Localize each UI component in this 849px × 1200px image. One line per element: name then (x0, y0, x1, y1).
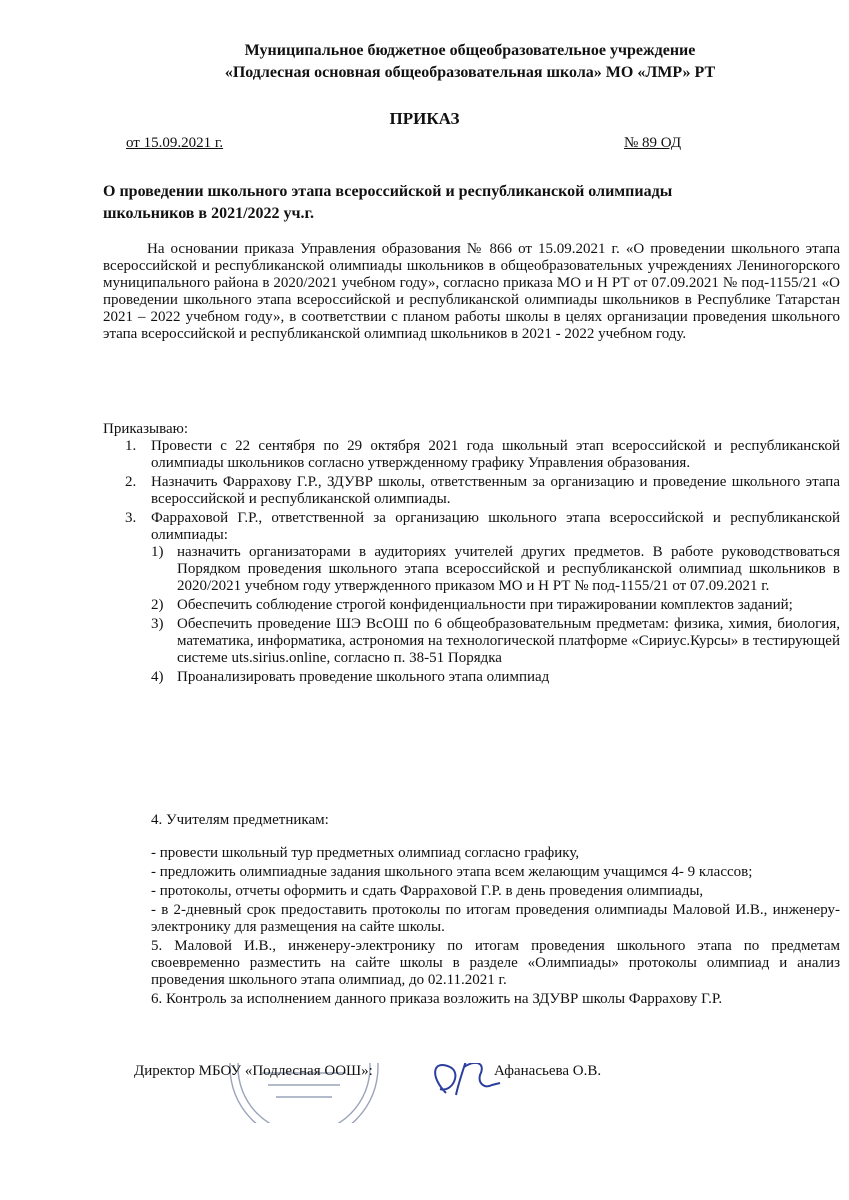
sub-item-marker: 2) (151, 597, 164, 613)
teacher-task: - протоколы, отчеты оформить и сдать Фарраховой Г.Р. в день проведения олимпиады, (151, 883, 704, 899)
order-number: № 89 ОД (624, 135, 682, 151)
signature-block (134, 1063, 840, 1123)
item-text: Провести с 22 сентября по 29 октября 2021 года школьный этап всероссийской и республиканской олимпиады школьников согласно утвержденному графику Управления образования. (151, 438, 840, 471)
intro-paragraph: На основании приказа Управления образования № 866 от 15.09.2021 г. «О проведении школьного этапа всероссийской и республиканской олимпиады школьников в общеобразовательных учреждениях Лениногорского муниципального района в 2020/2021 учебном году», согласно приказа МО и Н РТ от 07.09.2021 № под-1155/21 «О проведении школьного этапа всероссийской и республиканской олимпиады школьников в Республике Татарстан 2021 – 2022 учебном году», в соответствии с планом работы школы в целях организации проведения школьного этапа всероссийской и республиканской олимпиад школьников в 2021 - 2022 учебном году. (103, 241, 840, 342)
order-item (103, 438, 840, 472)
sub-item (151, 669, 840, 686)
organization-header (100, 40, 840, 84)
order-item-6: 6. Контроль за исполнением данного приказа возложить на ЗДУВР школы Фаррахову Г.Р. (151, 991, 723, 1007)
director-title: Директор МБОУ «Подлесная ООШ»: (134, 1063, 373, 1079)
order-date: от 15.09.2021 г. (126, 135, 224, 151)
decree-label: Приказываю: (103, 421, 188, 437)
teacher-task: - в 2-дневный срок предоставить протоколы по итогам проведения олимпиады Маловой И.В., инженеру-электронику для размещения на сайте школы. (151, 902, 840, 935)
order-items-list (103, 438, 840, 688)
sub-item (151, 616, 840, 667)
sub-item-text: назначить организаторами в аудиториях учителей других предметов. В работе руководствоваться Порядком проведения школьного этапа всероссийской и республиканской олимпиад школьников в 2020/2021 учебном году утвержденного приказом МО и Н РТ № под-1155/21 от 07.09.2021 г. (177, 544, 840, 594)
org-name-line-1: Муниципальное бюджетное общеобразовательное учреждение (244, 42, 696, 59)
sub-item-text: Обеспечить соблюдение строгой конфиденциальности при тиражировании комплектов заданий; (177, 597, 793, 613)
director-name: Афанасьева О.В. (494, 1063, 602, 1079)
teachers-section (151, 812, 840, 1010)
item-marker: 2. (125, 474, 137, 490)
order-item-5: 5. Маловой И.В., инженеру-электронику по итогам проведения школьного этапа по предметам своевременно разместить на сайте школы в разделе «Олимпиады» протоколы олимпиад и анализ проведения школьного этапа олимпиад, до 02.11.2021 г. (151, 938, 840, 988)
sub-item (151, 597, 840, 614)
order-item (103, 474, 840, 508)
org-name-line-2: «Подлесная основная общеобразовательная школа» МО «ЛМР» РТ (224, 64, 716, 81)
sub-item-text: Обеспечить проведение ШЭ ВсОШ по 6 общеобразовательным предметам: физика, химия, биология, математика, информатика, астрономия на технологической платформе «Сириус.Курсы» в тестирующей системе uts.sirius.online, согласно п. 38-51 Порядка (177, 616, 840, 666)
teacher-task: - провести школьный тур предметных олимпиад согласно графику, (151, 845, 580, 861)
sub-item-marker: 3) (151, 616, 164, 632)
sub-item-marker: 4) (151, 669, 164, 685)
sub-item-marker: 1) (151, 544, 164, 560)
sub-item-text: Проанализировать проведение школьного этапа олимпиад (177, 669, 550, 685)
teacher-task: - предложить олимпиадные задания школьного этапа всем желающим учащимся 4- 9 классов; (151, 864, 753, 880)
item-marker: 3. (125, 510, 137, 526)
item-marker: 1. (125, 438, 137, 454)
order-title: ПРИКАЗ (389, 109, 460, 128)
order-subject: О проведении школьного этапа всероссийской и республиканской олимпиады школьников в 2021/2022 уч.г. (103, 183, 673, 222)
handwritten-signature (435, 1063, 500, 1095)
sub-items-list (151, 544, 840, 686)
teachers-heading: 4. Учителям предметникам: (151, 812, 329, 828)
sub-item (151, 544, 840, 595)
item-text: Фарраховой Г.Р., ответственной за организацию школьного этапа всероссийской и республиканской олимпиады: (151, 510, 840, 543)
order-item (103, 510, 840, 686)
item-text: Назначить Фаррахову Г.Р., ЗДУВР школы, ответственным за организацию и проведение школьного этапа всероссийской и республиканской олимпиады. (151, 474, 840, 507)
